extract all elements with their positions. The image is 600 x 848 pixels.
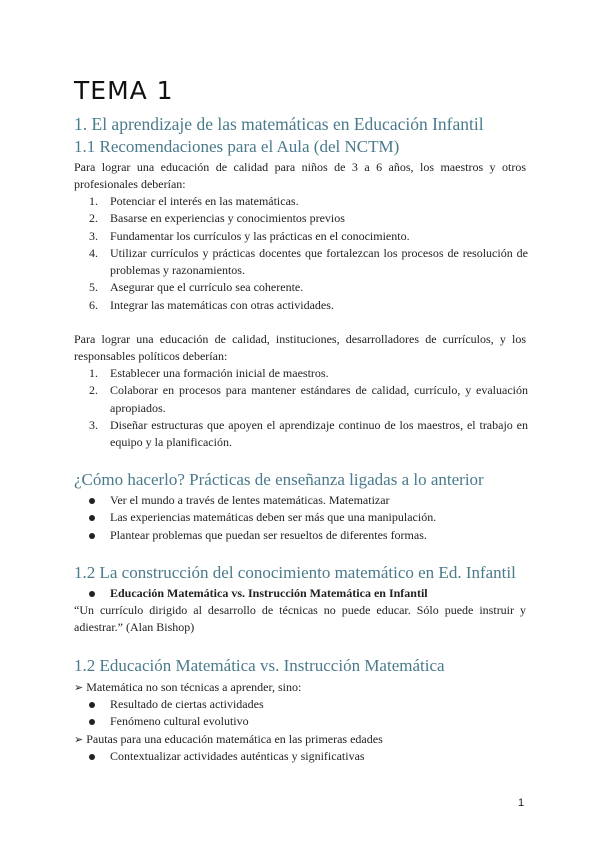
list-item: Educación Matemática vs. Instrucción Matemática en Infantil — [74, 585, 528, 602]
section-heading-how: ¿Cómo hacerlo? Prácticas de enseñanza ligadas a lo anterior — [74, 470, 484, 489]
point-2: ➢ Pautas para una educación matemática en las primeras edades — [74, 732, 383, 746]
construction-list — [74, 585, 528, 602]
bullet-icon — [89, 754, 95, 760]
intro-paragraph-2: Para lograr una educación de calidad, instituciones, desarrolladores de currículos, y los responsables políticos deberían: — [74, 332, 526, 364]
list-item: Ver el mundo a través de lentes matemáticas. Matematizar — [74, 492, 528, 509]
list-item: Las experiencias matemáticas deben ser más que una manipulación. — [74, 509, 528, 526]
bullet-icon — [89, 702, 95, 708]
bullet-icon — [89, 591, 95, 597]
page-number: 1 — [518, 797, 525, 809]
bullet-icon — [89, 533, 95, 539]
bullet-icon — [89, 719, 95, 725]
section-heading-1-1: 1.1 Recomendaciones para el Aula (del NCTM) — [74, 137, 400, 156]
section-heading-1: 1. El aprendizaje de las matemáticas en Educación Infantil — [74, 114, 484, 134]
list-item: 2. Basarse en experiencias y conocimientos previos — [89, 211, 345, 226]
section-heading-1-2b: 1.2 Educación Matemática vs. Instrucción Matemática — [74, 656, 445, 675]
point-2-list — [74, 748, 528, 765]
arrow-icon: ➢ — [74, 681, 84, 694]
list-item: 2. Colaborar en procesos para mantener estándares de calidad, currículo, y evaluación apropiados. — [89, 383, 528, 415]
point-1: ➢ Matemática no son técnicas a aprender, sino: — [74, 680, 302, 694]
arrow-icon: ➢ — [74, 733, 84, 746]
list-item: 1. Potenciar el interés en las matemáticas. — [89, 194, 299, 208]
list-item: 5. Asegurar que el currículo sea coherente. — [89, 280, 304, 295]
point-1-list — [74, 696, 528, 731]
list-item: 6. Integrar las matemáticas con otras actividades. — [89, 297, 334, 312]
bullet-icon — [89, 498, 95, 504]
list-item: 3. Fundamentar los currículos y las prácticas en el conocimiento. — [89, 228, 410, 243]
list-item: Resultado de ciertas actividades — [74, 696, 528, 713]
bullet-icon — [89, 515, 95, 521]
list-item: Fenómeno cultural evolutivo — [74, 713, 528, 730]
recommendations-list — [74, 193, 528, 314]
page-title: TEMA 1 — [74, 76, 174, 105]
bishop-quote: “Un currículo dirigido al desarrollo de técnicas no puede educar. Sólo puede instruir y adiestrar.” (Alan Bishop) — [74, 603, 526, 635]
intro-paragraph: Para lograr una educación de calidad para niños de 3 a 6 años, los maestros y otros profesionales deberían: — [74, 160, 526, 192]
list-item: 3. Diseñar estructuras que apoyen el aprendizaje continuo de los maestros, el trabajo en equipo y la planificación. — [89, 417, 528, 450]
list-item: Plantear problemas que puedan ser resueltos de diferentes formas. — [74, 527, 528, 544]
list-item: 4. Utilizar currículos y prácticas docentes que fortalezcan los procesos de resolución de problemas y razonamientos. — [89, 245, 528, 278]
section-heading-1-2a: 1.2 La construcción del conocimiento matemático en Ed. Infantil — [74, 563, 516, 582]
list-item: 1. Establecer una formación inicial de maestros. — [89, 366, 329, 380]
list-item: Contextualizar actividades auténticas y significativas — [74, 748, 528, 765]
practices-list — [74, 492, 528, 544]
institutions-list — [74, 365, 528, 451]
